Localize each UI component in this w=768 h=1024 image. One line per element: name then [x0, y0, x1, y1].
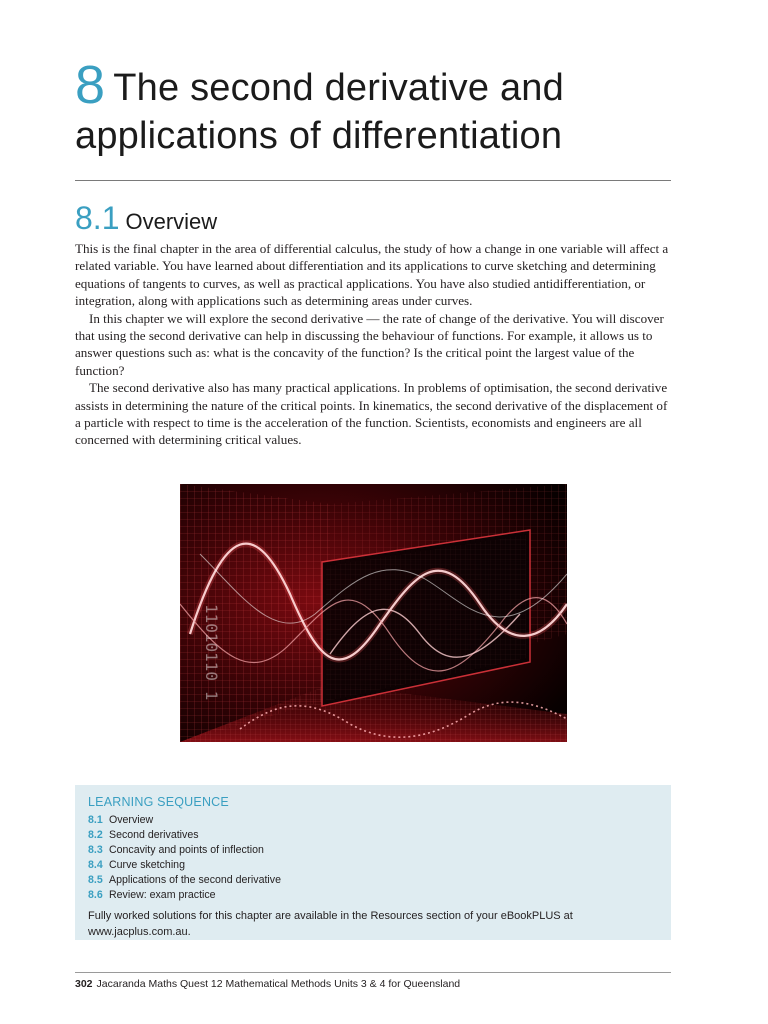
learning-sequence-box — [75, 785, 671, 940]
overview-body — [75, 240, 671, 449]
list-item[interactable] — [88, 888, 658, 903]
list-item[interactable] — [88, 813, 658, 828]
item-label: Second derivatives — [109, 829, 199, 841]
item-number: 8.3 — [88, 844, 103, 856]
section-number: 8.1 — [75, 200, 120, 236]
list-item[interactable] — [88, 858, 658, 873]
item-label: Concavity and points of inflection — [109, 844, 264, 856]
item-number: 8.5 — [88, 874, 103, 886]
item-number: 8.4 — [88, 859, 103, 871]
item-label: Curve sketching — [109, 859, 185, 871]
footer-divider — [75, 972, 671, 973]
section-title: Overview — [125, 209, 218, 234]
illustration-graphic — [180, 484, 567, 742]
page-number: 302 — [75, 978, 93, 990]
binary-digits: 11010110 1 — [202, 604, 221, 701]
body-paragraph: In this chapter we will explore the second derivative — the rate of change of the derivative. You will discover that using the second derivative can help in discussing the behaviour of functions. For example, it allows us to answer questions such as: what is the concavity of the function? Is the critical point the largest value of the function? — [75, 310, 664, 378]
body-paragraph: The second derivative also has many practical applications. In problems of optimisation, the second derivative assists in determining the nature of the critical points. In kinematics, the second derivative of the displacement of a particle with respect to time is the acceleration of the function. Scientists, economists and engineers are all concerned with determining critical values. — [75, 380, 668, 448]
item-number: 8.1 — [88, 814, 103, 826]
chapter-number: 8 — [75, 55, 106, 115]
chapter-title — [75, 55, 695, 160]
item-label: Review: exam practice — [109, 889, 216, 901]
item-number: 8.2 — [88, 829, 103, 841]
chapter-illustration — [180, 484, 567, 742]
chapter-title-text: The second derivative and applications of differentiation — [75, 67, 564, 157]
list-item[interactable] — [88, 843, 658, 858]
section-heading — [75, 198, 217, 242]
item-label: Applications of the second derivative — [109, 874, 281, 886]
solutions-note: Fully worked solutions for this chapter are available in the Resources section of your eBookPLUS at www.jacplus.com.au. — [88, 910, 573, 938]
learning-sequence-title: LEARNING SEQUENCE — [88, 795, 229, 809]
page-footer — [75, 977, 460, 991]
list-item[interactable] — [88, 873, 658, 888]
learning-sequence-list — [88, 813, 658, 903]
list-item[interactable] — [88, 828, 658, 843]
item-number: 8.6 — [88, 889, 103, 901]
body-paragraph: This is the final chapter in the area of differential calculus, the study of how a change in one variable will affect a related variable. You have learned about differentiation and its applications to curve sketching and determining equations of tangents to curves, as well as practical applications. You have also studied antidifferentiation, or integration, along with applications such as determining areas under curves. — [75, 241, 669, 309]
item-label: Overview — [109, 814, 154, 826]
title-divider — [75, 180, 671, 181]
book-title: Jacaranda Maths Quest 12 Mathematical Methods Units 3 & 4 for Queensland — [96, 978, 461, 990]
